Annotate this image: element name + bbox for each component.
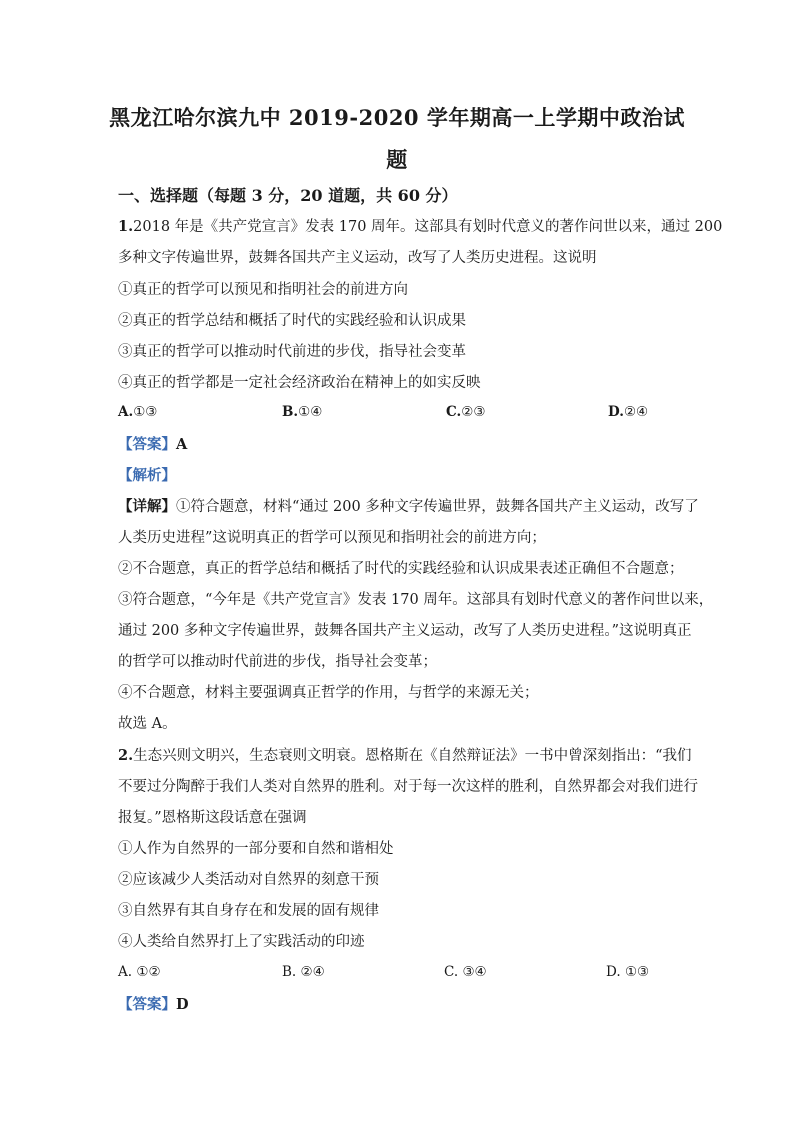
q1-detail-line4: ③符合题意，“今年是《共产党宣言》发表 170 周年。这部具有划时代意义的著作问世以来，	[118, 592, 714, 608]
q2-stem-line2: 不要过分陶醉于我们人类对自然界的胜利。对于每一次这样的胜利，自然界都会对我们进行	[118, 779, 698, 795]
q1-answer-value: A	[176, 436, 188, 453]
q1-option-b: B.①④	[282, 404, 323, 420]
q2-item-1: ①人作为自然界的一部分要和自然和谐相处	[118, 841, 394, 857]
q1-detail-line5: 通过 200 多种文字传遍世界，鼓舞各国共产主义运动，改写了人类历史进程。”这说明真正	[118, 623, 692, 639]
q1-number: 1.	[118, 218, 134, 235]
q2-stem-line1	[118, 746, 692, 766]
q1-item-2: ②真正的哲学总结和概括了时代的实践经验和认识成果	[118, 313, 466, 329]
detail-tag: 【详解】	[118, 498, 176, 515]
q1-item-4: ④真正的哲学都是一定社会经济政治在精神上的如实反映	[118, 375, 481, 391]
q1-detail-line1	[118, 497, 699, 517]
q2-stem-line3: 报复。”恩格斯这段话意在强调	[118, 810, 307, 826]
q1-option-d: D.②④	[608, 404, 649, 420]
document-title-line1: 黑龙江哈尔滨九中 2019-2020 学年期高一上学期中政治试	[109, 105, 685, 130]
q1-option-c: C.②③	[446, 404, 486, 420]
analysis-tag: 【解析】	[118, 467, 176, 484]
q2-item-2: ②应该减少人类活动对自然界的刻意干预	[118, 872, 379, 888]
q1-detail-text1: ①符合题意，材料“通过 200 多种文字传遍世界，鼓舞各国共产主义运动，改写了	[176, 499, 699, 515]
answer-tag: 【答案】	[118, 996, 176, 1013]
q2-stem-text1: 生态兴则文明兴，生态衰则文明衰。恩格斯在《自然辩证法》一书中曾深刻指出：“我们	[133, 748, 692, 764]
q2-option-b: B. ②④	[282, 964, 325, 980]
q1-stem-text1: 2018 年是《共产党宣言》发表 170 周年。这部具有划时代意义的著作问世以来，通过 200	[133, 219, 723, 235]
q1-item-3: ③真正的哲学可以推动时代前进的步伐，指导社会变革	[118, 344, 466, 360]
q1-analysis	[118, 466, 678, 486]
q1-option-a: A.①③	[118, 404, 158, 420]
section-heading: 一、选择题（每题 3 分，20 道题，共 60 分）	[118, 186, 458, 205]
q2-answer	[118, 995, 678, 1015]
q2-answer-value: D	[176, 996, 189, 1013]
q1-detail-line7: ④不合题意，材料主要强调真正哲学的作用，与哲学的来源无关；	[118, 685, 539, 701]
q1-detail-line3: ②不合题意，真正的哲学总结和概括了时代的实践经验和认识成果表述正确但不合题意；	[118, 561, 684, 577]
q2-option-d: D. ①③	[606, 964, 650, 980]
q1-detail-line2: 人类历史进程”这说明真正的哲学可以预见和指明社会的前进方向；	[118, 530, 546, 546]
answer-tag: 【答案】	[118, 436, 176, 453]
q2-options	[0, 964, 794, 986]
q1-detail-line6: 的哲学可以推动时代前进的步伐，指导社会变革；	[118, 654, 437, 670]
q1-options	[0, 404, 794, 426]
q2-option-a: A. ①②	[118, 964, 161, 980]
q1-stem-line1	[118, 217, 723, 237]
document-title-line2: 题	[386, 147, 408, 172]
q1-item-1: ①真正的哲学可以预见和指明社会的前进方向	[118, 282, 408, 298]
q1-stem-line2: 多种文字传遍世界，鼓舞各国共产主义运动，改写了人类历史进程。这说明	[118, 250, 597, 266]
q2-option-c: C. ③④	[444, 964, 487, 980]
q1-conclusion: 故选 A。	[118, 716, 177, 732]
q2-item-4: ④人类给自然界打上了实践活动的印迹	[118, 934, 365, 950]
q2-number: 2.	[118, 747, 134, 764]
q2-item-3: ③自然界有其自身存在和发展的固有规律	[118, 903, 379, 919]
q1-answer	[118, 435, 678, 455]
